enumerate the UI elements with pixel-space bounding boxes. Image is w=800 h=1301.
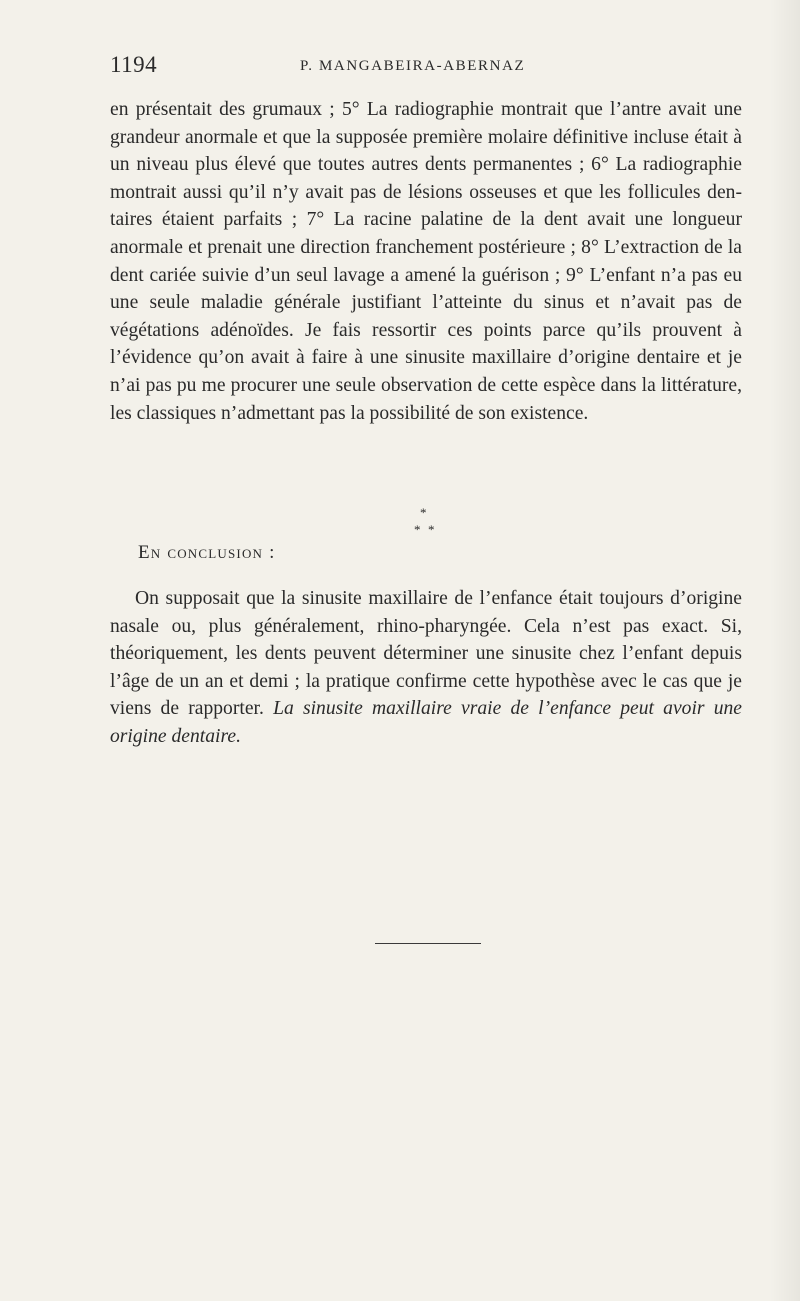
end-rule	[375, 943, 481, 944]
paragraph-conclusion	[110, 585, 742, 751]
body-text	[110, 96, 742, 427]
paragraph-observations: en présentait des grumaux ; 5° La radiographie montrait que l’antre avait une grandeur anormale et que la supposée première molaire définitive incluse était à un niveau plus élevé que toutes autres dents permanentes ; 6° La radiographie montrait aussi qu’il n’y avait pas de lésions osseuses et que les follicules dentaires étaient parfaits ; 7° La racine palatine de la dent avait une longueur anormale et prenait une direction franchement postérieure ; 8° L’extraction de la dent cariée suivie d’un seul lavage a amené la guérison ; 9° L’enfant n’a pas eu une seule maladie générale justifiant l’atteinte du sinus et n’avait pas de végétations adénoïdes. Je fais ressortir ces points parce qu’ils prouvent à l’évidence qu’on avait à faire à une sinusite maxillaire d’origine dentaire et je n’ai pas pu me procurer une seule observation de cette espèce dans la littérature, les classiques n’admettant pas la possibilité de son existence.	[110, 99, 742, 424]
conclusion-section	[110, 585, 742, 751]
star-icon: *	[428, 522, 435, 537]
page-header	[110, 52, 742, 82]
star-icon: *	[414, 522, 421, 537]
asterism-separator	[390, 506, 470, 546]
page-edge-shadow	[770, 0, 800, 1301]
section-heading: En conclusion :	[138, 542, 276, 563]
page-number: 1194	[110, 52, 158, 77]
running-head: P. MANGABEIRA-ABERNAZ	[300, 58, 526, 74]
conclusion-italic-statement: La sinusite maxillaire vraie de l’enfance peut avoir une origine dentaire.	[110, 698, 743, 747]
star-icon: *	[420, 505, 427, 520]
conclusion-text: On supposait que la sinusite maxillaire de l’enfance était toujours d’origine nasale ou, plus généralement, rhino-pharyngée. Cela n’est pas exact. Si, théoriquement, les dents peuvent déterminer une sinusite chez l’enfant depuis l’âge de un an et demi ; la pratique confirme cette hypothèse avec le cas que je viens de rapporter.	[110, 588, 742, 720]
